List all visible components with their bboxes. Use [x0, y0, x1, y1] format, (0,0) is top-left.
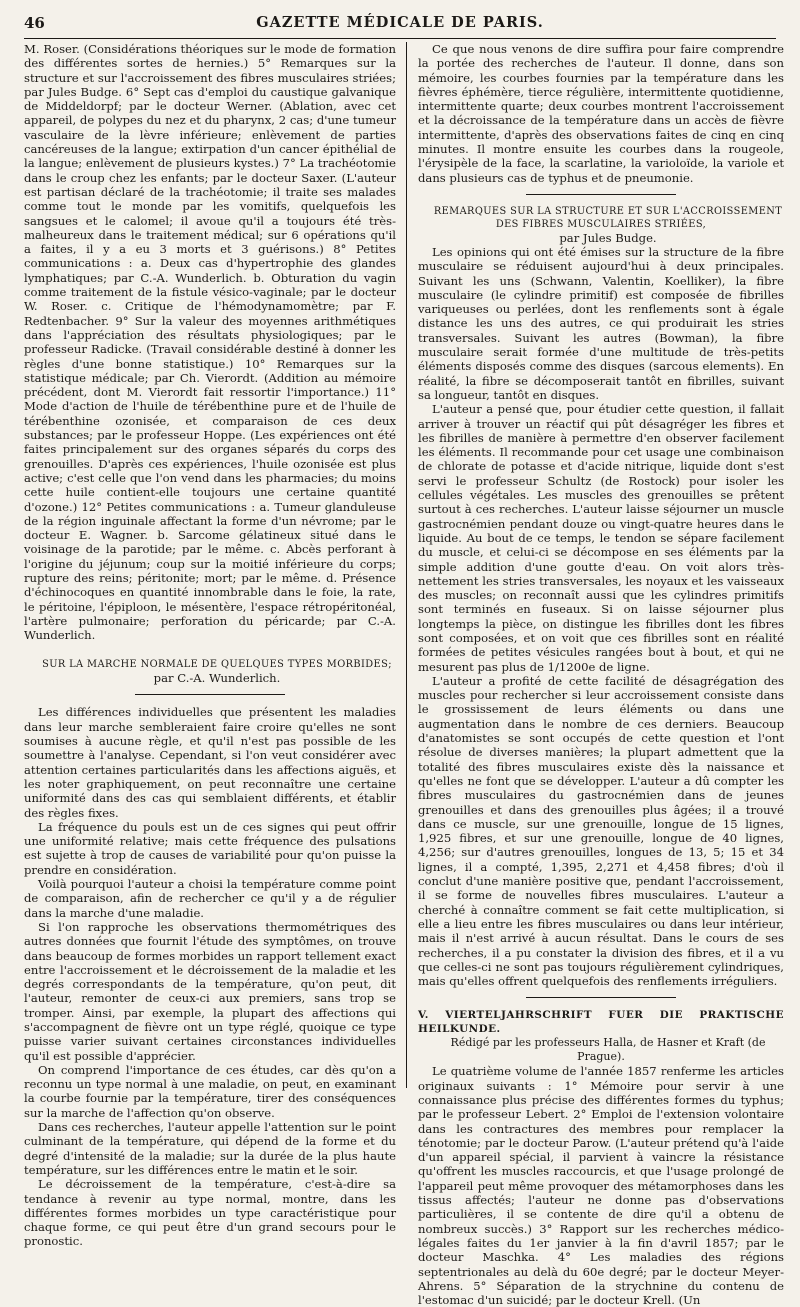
paragraph: La fréquence du pouls est un de ces signes qui peut offrir une uniformité relative; mais cette fréquence des pulsations est sujette à trop de causes de variabilité pour qu'on puisse la prendre en considération.: [24, 819, 396, 877]
left-column: [24, 42, 396, 1249]
paragraph: On comprend l'importance de ces études, car dès qu'on a reconnu un type normal à une maladie, on peut, en examinant la courbe fournie par la température, tirer des conséquences sur la marche de l'affection qu'on observe.: [24, 1062, 396, 1120]
header-rule: [24, 38, 776, 39]
section-author: par Jules Budge.: [559, 230, 657, 245]
section-rule: [135, 694, 285, 695]
paragraph: Les différences individuelles que présentent les maladies dans leur marche sembleraient faire croire qu'elles ne sont soumises à aucune règle, et qu'il n'est pas possible de les soumettre à l'analyse. Cependant, si l'on veut considérer avec attention certaines particularités dans les affections aiguës, et les noter graphiquement, on peut reconnaître une certaine uniformité dans des cas qui semblaient différents, et établir des règles fixes.: [24, 705, 396, 820]
column-divider: [406, 42, 407, 1088]
journal-title: GAZETTE MÉDICALE DE PARIS.: [256, 14, 544, 31]
section-rule: [526, 997, 676, 998]
paragraph: Ce que nous venons de dire suffira pour faire comprendre la portée des recherches de l'auteur. Il donne, dans son mémoire, les courbes fournies par la température dans les fièvres éphémère, tierce régulière, intermittente quotidienne, intermittente quarte; deux courbes montrent l'accroissement et la décroissance de la température dans un accès de fièvre intermittente, d'après des observations faites de cinq en cinq minutes. Il montre ensuite les courbes dans la rougeole, l'érysipèle de la face, la scarlatine, la varioloïde, la variole et dans plusieurs cas de typhus et de pneumonie.: [418, 42, 784, 185]
paragraph: Voilà pourquoi l'auteur a choisi la température comme point de comparaison, afin de rechercher ce qu'il y a de régulier dans la marche d'une maladie.: [24, 877, 396, 920]
paragraph: L'auteur a pensé que, pour étudier cette question, il fallait arriver à trouver un réactif qui pût désagréger les fibres et les fibrilles de manière à permettre d'en observer facilement les éléments. Il recommande pour cet usage une combinaison de chlorate de potasse et d'acide nitrique, liquide dont s'est servi le professeur Schultz (de Rostock) pour isoler les cellules végétales. Les muscles des grenouilles se prêtent surtout à ces recherches. L'auteur laisse séjourner un muscle gastrocnémien pendant douze ou vingt-quatre heures dans le liquide. Au bout de ce temps, le tendon se sépare facilement du muscle, et celui-ci se décompose en ses éléments par la simple addition d'une goutte d'eau. On voit alors très-nettement les stries transversales, les noyaux et les vaisseaux des muscles; on reconnaît aussi que les cylindres primitifs sont terminés en fuseaux. Si on laisse séjourner plus longtemps la pièce, on distingue les fibrilles dont les fibres sont composées, et on voit que ces fibrilles sont en réalité formées de petites vésicules rangées bout à bout, et qui ne mesurent pas plus de 1/1200e de ligne.: [418, 402, 784, 674]
page-number: 46: [24, 14, 45, 32]
paragraph: Si l'on rapproche les observations thermométriques des autres données que fournit l'étude des symptômes, on trouve dans beaucoup de formes morbides un rapport tellement exact entre l'accroissement et le décroissement de la maladie et les degrés correspondants de la température, qu'on peut, dit l'auteur, remonter de ceux-ci aux premiers, sans trop se tromper. Ainsi, par exemple, la plupart des affections qui s'accompagnent de fièvre ont un type réglé, quoique ce type puisse varier suivant certaines circonstances individuelles qu'il est possible d'apprécier.: [24, 919, 396, 1063]
section-heading: SUR LA MARCHE NORMALE DE QUELQUES TYPES MORBIDES;: [42, 659, 392, 671]
paragraph: Le quatrième volume de l'année 1857 renferme les articles originaux suivants : 1° Mémoire pour servir à une connaissance plus précise des différentes formes du typhus; par le professeur Lebert. 2° Emploi de l'extension volontaire dans les contractures des membres pour remplacer la ténotomie; par le docteur Parow. (L'auteur prétend qu'à l'aide d'un appareil spécial, il parvient à vaincre la résistance qu'offrent les muscles raccourcis, et que l'usage prolongé de l'appareil peut même provoquer des métamorphoses dans les tissus affectés; l'auteur ne donne pas d'observations particulières, il se contente de dire qu'il a obtenu de nombreux succès.) 3° Rapport sur les recherches médico-légales faites du 1er janvier à la fin d'avril 1857; par le docteur Maschka. 4° Les maladies des régions septentrionales au delà du 60e degré; par le docteur Meyer-Ahrens. 5° Séparation de la strychnine du contenu de l'estomac d'un suicidé; par le docteur Krell. (Un: [418, 1064, 784, 1307]
right-column: [418, 42, 784, 1307]
paragraph: L'auteur a profité de cette facilité de désagrégation des muscles pour rechercher si leur accroissement consiste dans le grossissement de leurs éléments ou dans une augmentation dans le nombre de ces derniers. Beaucoup d'anatomistes se sont occupés de cette question et l'ont résolue de diverses manières; la plupart admettent que la totalité des fibres musculaires existe dès la naissance et qu'elles ne font que se développer. L'auteur a dû compter les fibres musculaires du gastrocnémien dans de jeunes grenouilles et dans des grenouilles plus âgées; il a trouvé dans ce muscle, sur une grenouille, longue de 15 lignes, 1,925 fibres, et sur une grenouille, longue de 40 lignes, 4,256; sur d'autres grenouilles, longues de 13, 5; 15 et 34 lignes, il a compté, 1,395, 2,271 et 4,458 fibres; d'où il conclut d'une manière positive que, pendant l'accroissement, il se forme de nouvelles fibres musculaires. L'auteur a cherché à connaître comment se fait cette multiplication, si elle a lieu entre les fibres musculaires ou dans leur intérieur, mais il n'est arrivé à aucun résultat. Dans le cours de ses recherches, il a pu constater la division des fibres, et il a vu que celles-ci ne sont pas toujours régulièrement cylindriques, mais qu'elles offrent quelquefois des renflements irréguliers.: [418, 673, 784, 989]
paragraph: M. Roser. (Considérations théoriques sur le mode de formation des différentes sortes de hernies.) 5° Remarques sur la structure et sur l'accroissement des fibres musculaires striées; par Jules Budge. 6° Sept cas d'emploi du caustique galvanique de Middeldorpf; par le docteur Werner. (Ablation, avec cet appareil, de polypes du nez et du pharynx, 2 cas; d'une tumeur vasculaire de la lèvre inférieure; enlèvement de parties cancéreuses de la langue; extirpation d'un cancer épithélial de la langue; enlèvement de plusieurs kystes.) 7° La trachéotomie dans le croup chez les enfants; par le docteur Saxer. (L'auteur est partisan déclaré de la trachéotomie; il traite ses malades comme tout le monde par les vomitifs, quelquefois les sangsues et le calomel; il avoue qu'il a toujours été très-malheureux dans le traitement médical; sur 6 opérations qu'il a faites, il y a eu 3 morts et 3 guérisons.) 8° Petites communications : a. Deux cas d'hypertrophie des glandes lymphatiques; par C.-A. Wunderlich. b. Obturation du vagin comme traitement de la fistule vésico-vaginale; par le docteur W. Roser. c. Critique de l'hémodynamomètre; par F. Redtenbacher. 9° Sur la valeur des moyennes arithmétiques dans l'appréciation des résultats physiologiques; par le professeur Radicke. (Travail considérable destiné à donner les règles d'une bonne statistique.) 10° Remarques sur la statistique médicale; par Ch. Vierordt. (Addition au mémoire précédent, dont M. Vierordt fait ressortir l'importance.) 11° Mode d'action de l'huile de térébenthine pure et de l'huile de térébenthine ozonisée, et comparaison de ces deux substances; par le professeur Hoppe. (Les expériences ont été faites principalement sur des organes séparés du corps des grenouilles. D'après ces expériences, l'huile ozonisée est plus active; c'est celle que l'on vend dans les pharmacies; du moins cette huile contient-elle toujours une certaine quantité d'ozone.) 12° Petites communications : a. Tumeur glanduleuse de la région inguinale affectant la forme d'un névrome; par le docteur E. Wagner. b. Sarcome gélatineux situé dans le voisinage de la parotide; par le même. c. Abcès perforant à l'origine du jéjunum; coup sur la moitié inférieure du corps; rupture des reins; péritonite; mort; par le même. d. Présence d'échinocoques en quantité innombrable dans le foie, la rate, le péritoine, l'épiploon, le mésentère, l'espace rétropéritonéal, l'artère pulmonaire; perforation du péricarde; par C.-A. Wunderlich.: [24, 42, 396, 643]
roman-section-subtitle: Rédigé par les professeurs Halla, de Hasner et Kraft (de Prague).: [450, 1036, 766, 1064]
section-rule: [526, 194, 676, 195]
roman-section-heading: V. VIERTELJAHRSCHRIFT FUER DIE PRAKTISCHE HEILKUNDE.: [418, 1009, 784, 1036]
paragraph: Les opinions qui ont été émises sur la structure de la fibre musculaire se réduisent aujourd'hui à deux principales. Suivant les uns (Schwann, Valentin, Koelliker), la fibre musculaire (le cylindre primitif) est composée de fibrilles variqueuses ou perlées, dont les renflements sont à égale distance les uns des autres, ce qui produirait les stries transversales. Suivant les autres (Bowman), la fibre musculaire serait formée d'une multitude de très-petits éléments disposés comme des disques (sarcous elements). En réalité, la fibre se décomposerait tantôt en fibrilles, suivant sa longueur, tantôt en disques.: [418, 244, 784, 402]
paragraph: Le décroissement de la température, c'est-à-dire sa tendance à revenir au type normal, montre, dans les différentes formes morbides un type caractéristique pour chaque forme, ce qui peut être d'un grand secours pour le pronostic.: [24, 1177, 396, 1249]
paragraph: Dans ces recherches, l'auteur appelle l'attention sur le point culminant de la température, qui dépend de la forme et du degré d'intensité de la maladie; sur la durée de la plus haute température, sur les différences entre le matin et le soir.: [24, 1120, 396, 1177]
section-author: par C.-A. Wunderlich.: [153, 671, 281, 686]
section-heading: REMARQUES SUR LA STRUCTURE ET SUR L'ACCROISSEMENT DES FIBRES MUSCULAIRES STRIÉES,: [433, 205, 783, 230]
section-spacer: [24, 642, 396, 658]
page-header: [24, 14, 776, 36]
